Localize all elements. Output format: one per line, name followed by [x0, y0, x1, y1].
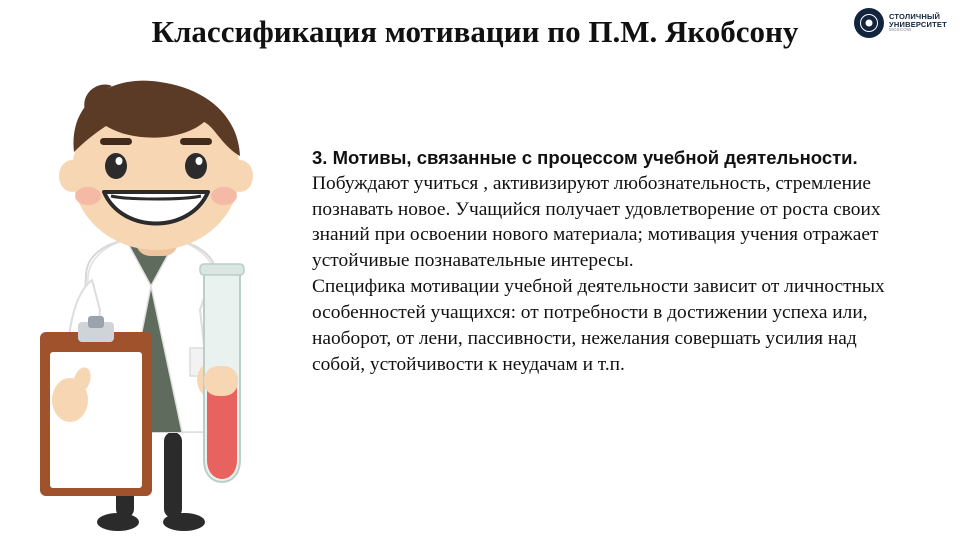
- logo-wordmark: [889, 13, 947, 33]
- body-lead: 3. Мотивы, связанные с процессом учебной деятельности.: [312, 147, 858, 168]
- logo-line-2: УНИВЕРСИТЕТ: [889, 19, 947, 29]
- body-paragraph-2: Специфика мотивации учебной деятельности зависит от личностных особенностей учащихся: от потребности в достижении успеха или, наоборот, от лени, пассивности, нежелания совершать усилия над собой, устойчивости к неудачам и т.п.: [312, 276, 885, 375]
- body-paragraph-1: Побуждают учиться , активизируют любознательность, стремление познавать новое. Учащийся получает удовлетворение от роста своих знаний при освоении нового материала; мотивация учения отражает устойчивые познавательные интересы.: [312, 172, 881, 272]
- boy-with-clipboard-illustration: [8, 80, 308, 540]
- slide-body: [312, 146, 912, 378]
- head: [59, 81, 253, 250]
- slide-title: Классификация мотивации по П.М. Якобсону: [151, 14, 799, 49]
- logo-line-1: СТОЛИЧНЫЙ: [889, 12, 941, 22]
- logo-line-3: MOSCOW: [889, 27, 912, 33]
- test-tube-icon: [200, 264, 244, 482]
